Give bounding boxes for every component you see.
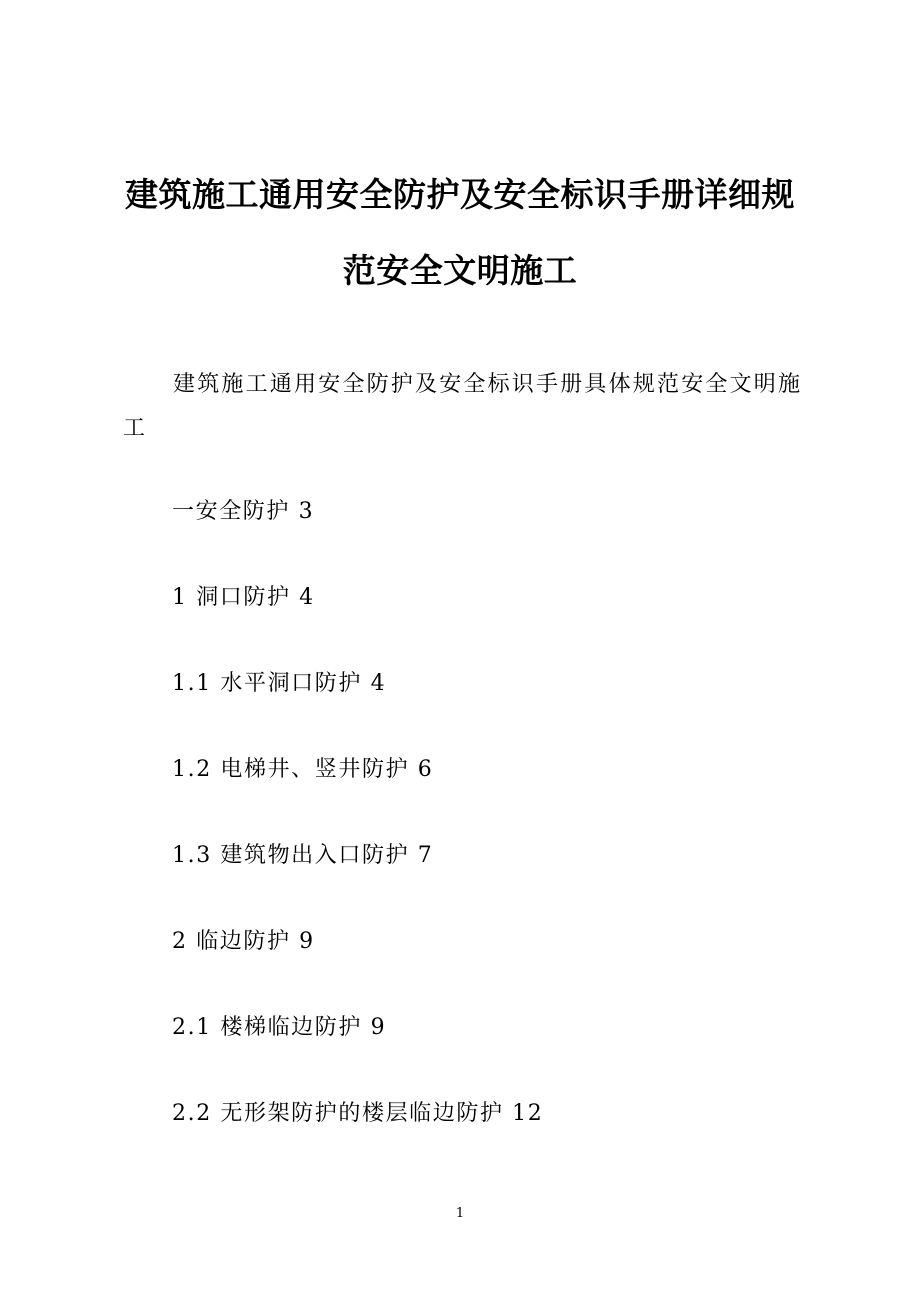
page-number: 1 xyxy=(455,1206,465,1221)
toc-item-floor-edge: 2.2 无形架防护的楼层临边防护 12 xyxy=(172,1101,544,1126)
document-title-line-1: 建筑施工通用安全防护及安全标识手册详细规 xyxy=(125,175,795,214)
intro-paragraph: 建筑施工通用安全防护及安全标识手册具体规范安全文明施工 xyxy=(123,372,803,441)
toc-item-stair-edge: 2.1 楼梯临边防护 9 xyxy=(172,1015,387,1040)
document-title-line-2: 范安全文明施工 xyxy=(342,251,578,290)
toc-item-safety-protection: 一安全防护 3 xyxy=(172,499,315,524)
toc-item-elevator-shaft: 1.2 电梯井、竖井防护 6 xyxy=(172,757,434,782)
toc-item-building-entrance: 1.3 建筑物出入口防护 7 xyxy=(172,843,434,868)
toc-item-horizontal-opening: 1.1 水平洞口防护 4 xyxy=(172,671,387,696)
toc-item-opening-protection: 1 洞口防护 4 xyxy=(172,585,315,610)
toc-item-edge-protection: 2 临边防护 9 xyxy=(172,929,315,954)
